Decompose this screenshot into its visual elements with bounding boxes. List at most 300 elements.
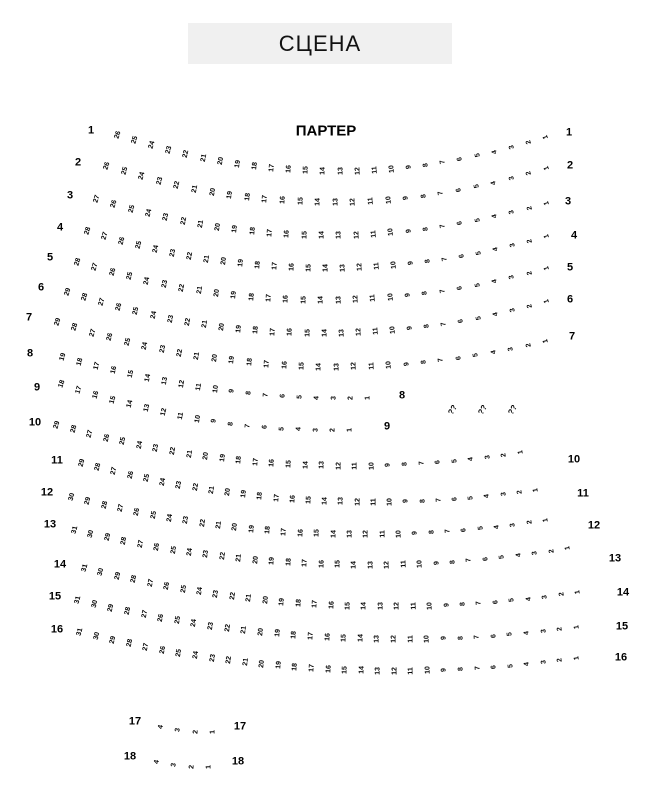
seat[interactable]: 15 bbox=[108, 394, 118, 405]
seat[interactable]: 1 bbox=[532, 487, 540, 493]
seat[interactable]: 20 bbox=[217, 322, 226, 332]
seat[interactable]: 6 bbox=[456, 285, 464, 291]
seat[interactable]: 27 bbox=[110, 466, 119, 476]
seat[interactable]: 5 bbox=[451, 458, 459, 463]
seat[interactable]: 3 bbox=[507, 144, 516, 150]
seat[interactable]: 15 bbox=[302, 166, 310, 175]
seat[interactable]: 27 bbox=[88, 327, 98, 338]
seat[interactable]: 2 bbox=[526, 302, 534, 309]
seat[interactable]: 18 bbox=[291, 662, 300, 671]
seat[interactable]: 14 bbox=[358, 666, 366, 675]
seat[interactable]: 19 bbox=[230, 290, 239, 300]
seat[interactable]: 2 bbox=[500, 452, 509, 457]
seat[interactable]: 6 bbox=[434, 459, 442, 465]
seat[interactable]: 26 bbox=[108, 267, 118, 277]
seat[interactable]: 1 bbox=[543, 265, 551, 271]
seat[interactable]: 24 bbox=[186, 547, 195, 557]
seat[interactable]: 10 bbox=[395, 529, 403, 538]
seat[interactable]: 11 bbox=[370, 498, 378, 506]
seat[interactable]: 4 bbox=[295, 427, 303, 432]
seat[interactable]: 6 bbox=[458, 253, 466, 259]
seat[interactable]: 8 bbox=[401, 462, 409, 467]
seat[interactable]: 1 bbox=[543, 200, 551, 206]
seat[interactable]: 14 bbox=[321, 329, 329, 338]
seat[interactable]: 1 bbox=[542, 338, 550, 344]
seat[interactable]: 12 bbox=[383, 560, 391, 569]
seat[interactable]: 4 bbox=[491, 278, 499, 284]
seat[interactable]: 9 bbox=[405, 164, 413, 170]
seat[interactable]: 30 bbox=[92, 631, 101, 641]
seat[interactable]: 5 bbox=[474, 314, 483, 321]
seat[interactable]: 7 bbox=[439, 159, 448, 165]
seat[interactable]: 2 bbox=[525, 205, 534, 211]
seat[interactable]: 3 bbox=[509, 242, 517, 248]
seat[interactable]: 28 bbox=[100, 500, 109, 510]
seat[interactable]: 5 bbox=[498, 554, 506, 560]
seat[interactable]: 20 bbox=[223, 487, 232, 497]
seat[interactable]: 19 bbox=[235, 324, 243, 333]
seat[interactable]: 18 bbox=[248, 226, 257, 236]
seat[interactable]: 25 bbox=[134, 240, 144, 250]
seat[interactable]: 27 bbox=[142, 642, 151, 652]
seat[interactable]: 3 bbox=[508, 307, 517, 313]
seat[interactable]: 2 bbox=[329, 428, 337, 433]
seat[interactable]: 13 bbox=[318, 461, 326, 470]
seat[interactable]: 12 bbox=[159, 407, 168, 417]
seat[interactable]: 29 bbox=[77, 458, 87, 468]
seat[interactable]: 23 bbox=[175, 480, 184, 490]
seat[interactable]: 14 bbox=[319, 166, 328, 175]
seat[interactable]: 30 bbox=[67, 492, 77, 502]
seat[interactable]: 12 bbox=[335, 461, 343, 470]
seat[interactable]: 3 bbox=[170, 762, 179, 768]
seat[interactable]: 12 bbox=[352, 230, 361, 239]
seat[interactable]: 30 bbox=[87, 529, 96, 539]
seat[interactable]: 10 bbox=[426, 601, 434, 610]
seat[interactable]: 4 bbox=[523, 630, 531, 636]
seat[interactable]: 28 bbox=[80, 292, 90, 303]
seat[interactable]: 16 bbox=[91, 390, 101, 400]
seat[interactable]: 1 bbox=[564, 545, 572, 551]
seat[interactable]: 4 bbox=[491, 213, 499, 220]
seat[interactable]: 15 bbox=[301, 230, 309, 239]
seat[interactable]: 22 bbox=[183, 317, 192, 327]
seat[interactable]: 23 bbox=[160, 279, 170, 289]
seat[interactable]: 11 bbox=[410, 602, 418, 610]
seat[interactable]: 8 bbox=[423, 323, 431, 329]
seat[interactable]: 6 bbox=[490, 664, 498, 670]
seat[interactable]: 26 bbox=[113, 130, 123, 140]
seat[interactable]: 11 bbox=[194, 382, 203, 391]
seat[interactable]: 13 bbox=[338, 328, 346, 337]
seat[interactable]: 11 bbox=[400, 560, 408, 569]
seat[interactable]: 6 bbox=[455, 187, 463, 193]
seat[interactable]: 11 bbox=[367, 196, 375, 205]
seat[interactable]: 24 bbox=[143, 275, 152, 286]
seat[interactable]: 22 bbox=[228, 591, 237, 601]
seat[interactable]: 18 bbox=[264, 526, 272, 535]
seat[interactable]: 18 bbox=[247, 292, 256, 302]
seat[interactable]: 10 bbox=[390, 260, 398, 270]
seat[interactable]: 3 bbox=[174, 727, 183, 733]
seat[interactable]: 4 bbox=[490, 179, 499, 186]
seat[interactable]: 23 bbox=[208, 653, 217, 663]
seat[interactable]: 31 bbox=[80, 563, 90, 573]
seat[interactable]: 26 bbox=[158, 645, 167, 655]
seat[interactable]: 3 bbox=[540, 628, 548, 634]
seat[interactable]: 9 bbox=[402, 499, 410, 504]
seat[interactable]: 10 bbox=[387, 228, 396, 237]
seat[interactable]: 9 bbox=[384, 463, 392, 468]
seat[interactable]: 9 bbox=[210, 418, 219, 424]
seat[interactable]: 16 bbox=[286, 328, 295, 337]
seat[interactable]: 5 bbox=[473, 217, 482, 223]
seat[interactable]: 10 bbox=[416, 559, 424, 568]
seat[interactable]: 22 bbox=[182, 149, 191, 159]
seat[interactable]: 30 bbox=[97, 567, 106, 577]
seat[interactable]: 29 bbox=[52, 420, 62, 430]
seat[interactable]: 17 bbox=[266, 228, 274, 237]
seat[interactable]: 27 bbox=[100, 231, 110, 241]
seat[interactable]: 7 bbox=[440, 321, 449, 327]
seat[interactable]: 14 bbox=[360, 602, 368, 611]
seat[interactable]: 20 bbox=[214, 222, 223, 232]
seat[interactable]: 1 bbox=[542, 134, 550, 140]
seat[interactable]: 3 bbox=[484, 454, 492, 460]
seat[interactable]: 26 bbox=[102, 433, 111, 443]
seat[interactable]: 8 bbox=[457, 666, 465, 672]
seat[interactable]: 5 bbox=[467, 495, 475, 500]
seat[interactable]: 10 bbox=[384, 195, 393, 204]
seat[interactable]: 11 bbox=[371, 165, 379, 174]
seat[interactable]: 9 bbox=[411, 531, 419, 536]
seat[interactable]: 21 bbox=[241, 657, 250, 667]
seat[interactable]: 11 bbox=[373, 262, 381, 271]
seat[interactable]: 3 bbox=[508, 274, 517, 280]
seat[interactable]: 21 bbox=[207, 485, 216, 495]
seat[interactable]: 10 bbox=[386, 497, 394, 506]
seat[interactable]: 18 bbox=[245, 358, 254, 367]
seat[interactable]: 11 bbox=[370, 229, 378, 238]
seat[interactable]: 24 bbox=[144, 208, 154, 218]
seat[interactable]: 17 bbox=[268, 163, 276, 173]
seat[interactable]: 2 bbox=[188, 764, 196, 769]
seat[interactable]: 21 bbox=[199, 153, 208, 163]
seat[interactable]: 20 bbox=[231, 522, 240, 532]
seat[interactable]: 28 bbox=[123, 606, 133, 616]
seat[interactable]: 31 bbox=[70, 525, 80, 535]
seat[interactable]: 7 bbox=[439, 288, 447, 294]
seat[interactable]: 8 bbox=[227, 421, 236, 427]
seat[interactable]: 22 bbox=[178, 283, 187, 292]
seat[interactable]: 26 bbox=[126, 470, 135, 480]
seat[interactable]: 10 bbox=[211, 384, 220, 394]
seat[interactable]: 15 bbox=[300, 295, 308, 304]
seat[interactable]: 12 bbox=[352, 295, 360, 304]
seat[interactable]: 20 bbox=[210, 353, 219, 363]
seat[interactable]: 16 bbox=[268, 458, 277, 468]
seat[interactable]: 16 bbox=[279, 196, 287, 205]
seat[interactable]: 21 bbox=[202, 254, 212, 264]
seat[interactable]: 27 bbox=[116, 503, 126, 513]
seat[interactable]: 14 bbox=[322, 264, 330, 272]
seat[interactable]: 26 bbox=[157, 613, 166, 623]
seat[interactable]: 29 bbox=[107, 603, 116, 613]
seat[interactable]: 4 bbox=[493, 524, 501, 530]
seat[interactable]: 8 bbox=[420, 359, 428, 365]
seat[interactable]: 2 bbox=[557, 592, 566, 597]
seat[interactable]: 19 bbox=[231, 224, 240, 234]
seat[interactable]: 17 bbox=[311, 599, 319, 609]
seat[interactable]: 17 bbox=[308, 663, 316, 673]
seat[interactable]: 28 bbox=[69, 424, 78, 435]
seat[interactable]: 3 bbox=[508, 209, 517, 216]
seat[interactable]: 12 bbox=[354, 497, 362, 506]
seat[interactable]: 17 bbox=[74, 384, 84, 395]
seat[interactable]: 8 bbox=[421, 290, 430, 296]
seat[interactable]: 13 bbox=[339, 263, 347, 272]
seat[interactable]: 24 bbox=[137, 171, 147, 182]
seat[interactable]: 13 bbox=[332, 198, 340, 206]
seat[interactable]: 19 bbox=[247, 524, 256, 534]
seat[interactable]: 1 bbox=[209, 729, 217, 735]
seat[interactable]: 7 bbox=[473, 634, 481, 639]
seat[interactable]: 23 bbox=[161, 212, 171, 222]
seat[interactable]: 16 bbox=[317, 559, 326, 569]
seat[interactable]: 7 bbox=[417, 461, 426, 466]
seat[interactable]: 15 bbox=[285, 459, 293, 469]
seat[interactable]: 8 bbox=[420, 193, 428, 199]
seat[interactable]: 5 bbox=[296, 394, 304, 399]
seat[interactable]: 11 bbox=[407, 635, 415, 643]
seat[interactable]: 6 bbox=[261, 425, 269, 430]
seat[interactable]: 11 bbox=[176, 411, 185, 420]
seat[interactable]: 25 bbox=[175, 648, 184, 657]
seat[interactable]: 18 bbox=[254, 260, 262, 270]
seat[interactable]: 24 bbox=[147, 140, 157, 151]
seat[interactable]: 3 bbox=[540, 659, 548, 665]
seat[interactable]: 22 bbox=[225, 655, 234, 665]
seat[interactable]: 22 bbox=[185, 251, 195, 261]
seat[interactable]: 27 bbox=[85, 429, 95, 439]
seat[interactable]: 6 bbox=[457, 318, 466, 324]
seat[interactable]: 12 bbox=[355, 328, 363, 337]
seat[interactable]: 17 bbox=[301, 559, 309, 568]
seat[interactable]: 1 bbox=[573, 655, 581, 661]
seat[interactable]: 21 bbox=[215, 520, 224, 530]
seat[interactable]: 21 bbox=[196, 219, 205, 229]
seat[interactable]: 25 bbox=[179, 584, 188, 594]
seat[interactable]: 26 bbox=[102, 161, 112, 171]
seat[interactable]: 20 bbox=[251, 555, 260, 565]
seat[interactable]: 15 bbox=[305, 495, 313, 505]
seat[interactable]: 1 bbox=[364, 395, 372, 401]
seat[interactable]: 8 bbox=[424, 258, 432, 264]
seat[interactable]: 2 bbox=[525, 520, 534, 525]
seat[interactable]: 17 bbox=[265, 294, 273, 303]
seat[interactable]: 6 bbox=[456, 156, 465, 162]
seat[interactable]: 11 bbox=[407, 666, 415, 675]
seat[interactable]: 20 bbox=[220, 256, 228, 266]
seat[interactable]: 1 bbox=[543, 165, 551, 171]
seat[interactable]: 15 bbox=[313, 529, 321, 538]
seat[interactable]: 1 bbox=[205, 764, 213, 770]
seat[interactable]: 11 bbox=[351, 462, 359, 470]
seat[interactable]: 11 bbox=[372, 327, 380, 336]
seat[interactable]: 18 bbox=[57, 379, 67, 389]
seat[interactable]: 27 bbox=[92, 194, 102, 204]
seat[interactable]: 5 bbox=[278, 426, 286, 431]
seat[interactable]: 25 bbox=[173, 616, 182, 625]
seat[interactable]: 16 bbox=[280, 361, 289, 370]
seat[interactable]: 8 bbox=[422, 162, 430, 168]
seat[interactable]: 15 bbox=[298, 361, 306, 371]
seat[interactable]: 21 bbox=[240, 625, 249, 635]
seat[interactable]: 17 bbox=[269, 327, 278, 336]
seat[interactable]: 13 bbox=[377, 602, 385, 611]
seat[interactable]: 20 bbox=[212, 288, 221, 298]
seat[interactable]: 25 bbox=[119, 436, 128, 446]
seat[interactable]: 2 bbox=[556, 657, 565, 663]
seat[interactable]: 25 bbox=[142, 473, 152, 483]
seat[interactable]: 20 bbox=[261, 595, 270, 605]
seat[interactable]: 12 bbox=[391, 666, 399, 675]
seat[interactable]: 27 bbox=[140, 609, 149, 619]
seat[interactable]: 13 bbox=[333, 362, 341, 371]
seat[interactable]: 2 bbox=[516, 489, 524, 495]
seat[interactable]: 23 bbox=[152, 443, 161, 453]
seat[interactable]: 16 bbox=[323, 632, 332, 642]
seat[interactable]: 13 bbox=[337, 167, 345, 175]
seat[interactable]: 29 bbox=[103, 532, 113, 542]
seat[interactable]: 21 bbox=[193, 351, 202, 360]
seat[interactable]: 25 bbox=[127, 204, 136, 214]
seat[interactable]: 12 bbox=[177, 379, 186, 389]
seat[interactable]: 24 bbox=[190, 618, 199, 628]
seat[interactable]: 13 bbox=[346, 530, 354, 539]
seat[interactable]: 10 bbox=[389, 325, 397, 335]
seat[interactable]: 3 bbox=[499, 491, 508, 497]
seat[interactable]: 18 bbox=[243, 192, 252, 202]
seat[interactable]: 4 bbox=[490, 148, 499, 155]
seat[interactable]: 24 bbox=[191, 650, 201, 660]
seat[interactable]: 22 bbox=[173, 180, 182, 190]
seat[interactable]: 5 bbox=[473, 152, 482, 159]
seat[interactable]: 1 bbox=[542, 517, 550, 523]
seat[interactable]: 17 bbox=[261, 194, 270, 204]
seat[interactable]: 28 bbox=[130, 574, 139, 584]
seat[interactable]: 12 bbox=[356, 263, 364, 272]
seat[interactable]: 7 bbox=[435, 497, 443, 503]
seat[interactable]: 10 bbox=[424, 666, 432, 675]
seat[interactable]: 25 bbox=[123, 337, 133, 347]
seat[interactable]: 5 bbox=[476, 526, 485, 531]
seat[interactable]: 16 bbox=[288, 263, 296, 272]
seat[interactable]: 25 bbox=[125, 271, 135, 282]
seat[interactable]: 11 bbox=[368, 362, 376, 370]
seat[interactable]: 23 bbox=[212, 589, 221, 599]
seat[interactable]: 29 bbox=[84, 496, 93, 506]
seat[interactable]: 7 bbox=[444, 529, 452, 534]
seat[interactable]: 24 bbox=[151, 244, 161, 254]
seat[interactable]: 21 bbox=[185, 449, 194, 458]
seat[interactable]: 24 bbox=[165, 513, 175, 523]
seat[interactable]: 24 bbox=[140, 341, 150, 351]
seat[interactable]: 15 bbox=[296, 197, 305, 206]
unknown-seat-mark[interactable]: ?? bbox=[506, 403, 519, 417]
seat[interactable]: 20 bbox=[258, 659, 267, 669]
seat[interactable]: 21 bbox=[245, 593, 254, 603]
seat[interactable]: 16 bbox=[109, 365, 119, 375]
seat[interactable]: 19 bbox=[226, 190, 235, 200]
seat[interactable]: 11 bbox=[378, 530, 387, 538]
seat[interactable]: 19 bbox=[233, 159, 242, 169]
seat[interactable]: 4 bbox=[153, 759, 161, 765]
seat[interactable]: 13 bbox=[374, 666, 382, 675]
seat[interactable]: 22 bbox=[179, 216, 188, 226]
seat[interactable]: 7 bbox=[437, 357, 446, 363]
seat[interactable]: 25 bbox=[120, 166, 130, 177]
seat[interactable]: 9 bbox=[404, 293, 412, 298]
seat[interactable]: 15 bbox=[303, 329, 312, 337]
seat[interactable]: 9 bbox=[440, 636, 448, 641]
seat[interactable]: 1 bbox=[543, 298, 551, 304]
seat[interactable]: 21 bbox=[195, 286, 204, 295]
seat[interactable]: 14 bbox=[317, 296, 325, 304]
seat[interactable]: 25 bbox=[132, 306, 141, 316]
seat[interactable]: 14 bbox=[357, 634, 365, 643]
seat[interactable]: 10 bbox=[388, 164, 396, 173]
seat[interactable]: 8 bbox=[427, 530, 436, 535]
seat[interactable]: 14 bbox=[318, 231, 326, 239]
seat[interactable]: 19 bbox=[240, 489, 249, 499]
seat[interactable]: 25 bbox=[169, 545, 178, 554]
seat[interactable]: 26 bbox=[153, 542, 162, 552]
seat[interactable]: 19 bbox=[237, 259, 245, 268]
seat[interactable]: 10 bbox=[423, 634, 431, 643]
seat[interactable]: 19 bbox=[58, 352, 68, 362]
seat[interactable]: 17 bbox=[307, 631, 315, 641]
seat[interactable]: 16 bbox=[283, 229, 292, 238]
seat[interactable]: 9 bbox=[440, 667, 449, 672]
seat[interactable]: 12 bbox=[349, 197, 358, 206]
seat[interactable]: 4 bbox=[523, 661, 531, 667]
seat[interactable]: 14 bbox=[301, 460, 310, 469]
seat[interactable]: 23 bbox=[207, 621, 216, 630]
seat[interactable]: 16 bbox=[289, 494, 297, 504]
unknown-seat-mark[interactable]: ?? bbox=[446, 403, 459, 417]
seat[interactable]: 10 bbox=[368, 461, 376, 470]
seat[interactable]: 27 bbox=[146, 578, 155, 588]
seat[interactable]: 2 bbox=[524, 342, 533, 348]
seat[interactable]: 9 bbox=[442, 603, 451, 608]
seat[interactable]: 14 bbox=[315, 362, 323, 371]
seat[interactable]: 9 bbox=[407, 260, 415, 266]
seat[interactable]: 18 bbox=[284, 558, 293, 567]
unknown-seat-mark[interactable]: ?? bbox=[476, 403, 489, 417]
seat[interactable]: 23 bbox=[166, 314, 175, 323]
seat[interactable]: 26 bbox=[117, 236, 127, 246]
seat[interactable]: 17 bbox=[280, 527, 289, 536]
seat[interactable]: 4 bbox=[492, 246, 500, 252]
seat[interactable]: 27 bbox=[97, 297, 107, 308]
seat[interactable]: 21 bbox=[190, 184, 200, 194]
seat[interactable]: 4 bbox=[524, 596, 533, 601]
seat[interactable]: 12 bbox=[354, 166, 362, 175]
seat[interactable]: 25 bbox=[149, 510, 158, 520]
seat[interactable]: 17 bbox=[252, 457, 260, 466]
seat[interactable]: 29 bbox=[53, 317, 63, 327]
